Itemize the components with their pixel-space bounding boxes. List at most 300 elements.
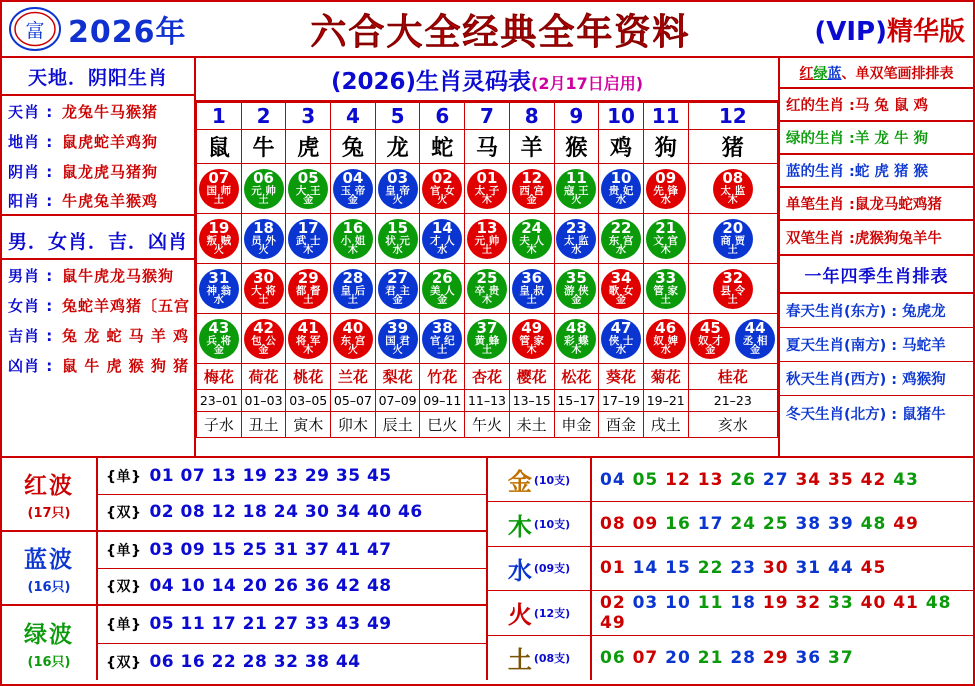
- ball-element: 木: [303, 245, 314, 257]
- time-range: 05–07: [331, 390, 376, 412]
- element-label: 土: [507, 646, 532, 675]
- zodiac-name: 马: [465, 130, 510, 164]
- ball-number: 43: [208, 318, 230, 337]
- list-item: [780, 188, 973, 221]
- ball-number: 32: [722, 268, 744, 287]
- element-number: 26: [730, 469, 763, 490]
- ball-number: 31: [208, 268, 230, 287]
- row-label: 阴肖 :: [8, 162, 54, 181]
- flower-name: 菊花: [643, 364, 688, 390]
- element-number: 10: [665, 592, 698, 613]
- ball-number: 29: [297, 268, 319, 287]
- element-number: 49: [893, 514, 919, 535]
- ball-element: 金: [437, 295, 448, 307]
- ball-title: 小 姐: [340, 234, 366, 247]
- table-title-main: (2026)生肖灵码表: [330, 69, 531, 95]
- ball-number: 06: [253, 168, 274, 187]
- ball-number: 20: [722, 218, 744, 237]
- flower-name: 桂花: [688, 364, 777, 390]
- wave-label: 红波: [24, 473, 74, 499]
- column-index: 3: [286, 103, 331, 130]
- number-ball: [556, 219, 596, 259]
- ball-number: 11: [565, 168, 587, 187]
- zodiac-name: 狗: [643, 130, 688, 164]
- wave-numbers: 05 11 17 21 27 33 43 49: [149, 614, 392, 635]
- ball-number: 27: [387, 268, 409, 287]
- code-grid: [196, 102, 778, 438]
- ball-title: 黄 蜂: [474, 334, 500, 347]
- zodiac-name: 兔: [331, 130, 376, 164]
- heading-rest: 、单双笔画排排表: [841, 66, 954, 82]
- code-cell: [643, 314, 688, 364]
- code-cell: [241, 164, 286, 214]
- element-number: 06: [600, 647, 633, 668]
- ball-number: 04: [342, 168, 364, 187]
- vip-suffix: 精华版: [886, 16, 965, 47]
- ball-title: 寇 王: [564, 184, 589, 197]
- row-label: 蓝的生肖 :: [786, 164, 855, 180]
- wave-name: [2, 458, 98, 530]
- code-cell: [331, 164, 376, 214]
- element-name: [488, 502, 592, 545]
- row-value: 虎猴狗兔羊牛: [854, 231, 942, 247]
- element-table: [488, 458, 973, 680]
- ball-element: 土: [347, 295, 358, 307]
- number-ball: [288, 269, 328, 309]
- ball-title: 先 锋: [653, 184, 679, 197]
- time-range: 21–23: [688, 390, 777, 412]
- number-ball: [556, 269, 596, 309]
- right-column: [780, 58, 973, 456]
- number-ball: [199, 269, 239, 309]
- code-cell: [599, 314, 644, 364]
- wave-count: (16只): [27, 580, 71, 595]
- element-number: 40: [860, 592, 894, 613]
- ball-title: 官 纪: [429, 334, 455, 347]
- code-cell: [599, 214, 644, 264]
- left-column: [2, 58, 196, 456]
- parity-tag: {单}: [106, 617, 142, 634]
- ball-title: 美 人: [429, 284, 455, 297]
- ball-element: 水: [616, 245, 627, 257]
- ball-title: 太 监: [720, 184, 746, 197]
- ball-number: 08: [722, 168, 744, 187]
- parity-tag: {双}: [106, 579, 142, 596]
- row-value: 鼠龙虎马猪狗: [62, 162, 159, 181]
- ball-number: 42: [253, 318, 274, 337]
- right-heading-2: 一年四季生肖排表: [780, 254, 973, 294]
- code-cell: [420, 264, 465, 314]
- number-ball: [333, 319, 373, 359]
- ball-number: 45: [699, 318, 721, 337]
- ball-title: 管 家: [519, 334, 544, 347]
- number-ball: [713, 219, 753, 259]
- time-range: 01–03: [241, 390, 286, 412]
- ball-number: 36: [521, 268, 543, 287]
- element-number: 25: [762, 514, 796, 535]
- code-cell: [375, 264, 420, 314]
- ball-element: 水: [616, 345, 627, 357]
- element-number: 39: [828, 514, 861, 535]
- wave-count: (17只): [27, 506, 71, 521]
- ball-number: 15: [387, 218, 409, 237]
- element-number: 11: [697, 592, 731, 613]
- ball-title: 兵 将: [206, 334, 232, 347]
- number-ball: [422, 319, 462, 359]
- ball-number: 41: [297, 318, 319, 337]
- wave-table: [2, 458, 488, 680]
- bottom-section: [2, 458, 973, 680]
- list-item: 春天生肖(东方) : 兔虎龙: [780, 294, 973, 328]
- wave-lines: [98, 606, 486, 680]
- number-ball: [199, 219, 239, 259]
- wave-lines: [98, 458, 486, 530]
- ball-title: 彩 蝶: [564, 334, 589, 347]
- flower-name: 葵花: [599, 364, 644, 390]
- element-number: 09: [632, 514, 666, 535]
- ball-number: 21: [655, 218, 677, 237]
- code-cell: [643, 164, 688, 214]
- ball-number: 01: [476, 168, 498, 187]
- flower-name: 桃花: [286, 364, 331, 390]
- row-value: 鼠 牛 虎 猴 狗 猪: [62, 356, 190, 375]
- code-cell: [599, 264, 644, 314]
- code-cell: [465, 314, 510, 364]
- ball-number: 25: [476, 268, 498, 287]
- number-ball: [601, 219, 641, 259]
- wave-numbers: 02 08 12 18 24 30 34 40 46: [149, 502, 423, 523]
- number-ball: [333, 169, 373, 209]
- row-label: 天肖 :: [8, 102, 54, 121]
- element-row: [488, 502, 973, 546]
- ball-number: 48: [565, 318, 587, 337]
- ball-element: 水: [616, 195, 627, 207]
- code-cell: [554, 214, 599, 264]
- branch-name: 丑土: [241, 412, 286, 438]
- ball-element: 金: [258, 345, 269, 357]
- ball-number: 22: [610, 218, 632, 237]
- ball-title: 才 人: [429, 234, 455, 247]
- element-number: 34: [795, 469, 829, 490]
- vip-badge: [814, 11, 973, 48]
- element-numbers: [592, 514, 973, 534]
- column-index: 6: [420, 103, 465, 130]
- number-ball: [422, 169, 462, 209]
- row-value: 牛虎兔羊猴鸡: [62, 191, 159, 210]
- ball-title: 歌 女: [608, 284, 634, 297]
- ball-number: 49: [521, 318, 543, 337]
- number-ball: [467, 319, 507, 359]
- ball-title: 卒 贵: [474, 284, 500, 297]
- branch-name: 卯木: [331, 412, 376, 438]
- ball-title: 游 侠: [564, 284, 589, 297]
- ball-element: 水: [392, 245, 403, 257]
- list-item: 秋天生肖(西方) : 鸡猴狗: [780, 362, 973, 396]
- ball-number: 34: [610, 268, 632, 287]
- ball-title: 太 监: [564, 234, 589, 247]
- ball-element: 土: [258, 195, 269, 207]
- list-item: [780, 122, 973, 155]
- ball-element: 火: [571, 195, 582, 207]
- wave-number-line: [98, 495, 486, 531]
- code-cell: [286, 164, 331, 214]
- vip-text: (VIP): [814, 16, 887, 47]
- list-item: [2, 96, 194, 126]
- wave-row: [2, 606, 486, 680]
- number-ball: [199, 169, 239, 209]
- table-row: [197, 214, 778, 264]
- ball-element: 金: [347, 195, 358, 207]
- code-cell: [286, 314, 331, 364]
- zodiac-code-table: [196, 58, 780, 456]
- crest-icon: [2, 6, 68, 52]
- branch-name: 午火: [465, 412, 510, 438]
- element-number: 30: [762, 558, 796, 579]
- ball-title: 侠 士: [608, 334, 634, 347]
- number-ball: [646, 169, 686, 209]
- ball-title: 皇 叔: [519, 284, 544, 297]
- branch-row: [197, 412, 778, 438]
- element-number: 07: [632, 647, 666, 668]
- ball-title: 元 帅: [251, 184, 276, 197]
- number-ball: [713, 169, 753, 209]
- number-ball: [288, 319, 328, 359]
- row-label: 男肖 :: [8, 266, 54, 285]
- ball-element: 火: [392, 345, 403, 357]
- ball-element: 金: [616, 295, 627, 307]
- code-cell: [420, 214, 465, 264]
- element-number: 18: [730, 592, 763, 613]
- element-number: 02: [600, 592, 633, 613]
- time-range: 07–09: [375, 390, 420, 412]
- list-item: [2, 260, 194, 290]
- ball-element: 金: [303, 195, 314, 207]
- element-row: [488, 591, 973, 635]
- ball-title: 国 君: [385, 334, 410, 347]
- ball-element: 火: [347, 345, 358, 357]
- list-item: [2, 156, 194, 186]
- ball-element: 火: [437, 195, 448, 207]
- ball-element: 木: [303, 345, 314, 357]
- flower-name: 荷花: [241, 364, 286, 390]
- row-value: 鼠牛虎龙马猴狗: [62, 266, 175, 285]
- ball-title: 官 女: [429, 184, 455, 197]
- number-ball: [244, 319, 284, 359]
- code-cell: [643, 214, 688, 264]
- wave-numbers: 06 16 22 28 32 38 44: [149, 651, 361, 672]
- element-label: 火: [507, 601, 532, 630]
- row-value: 蛇 虎 猪 猴: [854, 164, 929, 180]
- number-ball: [378, 319, 418, 359]
- ball-title: 皇 后: [340, 284, 366, 297]
- svg-text:富: 富: [25, 20, 45, 42]
- column-index: 1: [197, 103, 242, 130]
- element-number: 43: [893, 469, 919, 490]
- ball-element: 土: [727, 295, 738, 307]
- element-number: 13: [697, 469, 731, 490]
- element-count: (09支): [533, 562, 571, 576]
- ball-element: 火: [258, 245, 269, 257]
- list-item: [780, 89, 973, 122]
- wave-number-line: [98, 606, 486, 644]
- ball-element: 木: [481, 295, 492, 307]
- code-cell: [465, 164, 510, 214]
- ball-element: 金: [705, 345, 716, 357]
- row-value: 兔 龙 蛇 马 羊 鸡: [62, 326, 190, 345]
- element-number: 12: [665, 469, 698, 490]
- ball-element: 土: [303, 295, 314, 307]
- ball-element: 土: [213, 195, 224, 207]
- ball-title: 君 主: [385, 284, 410, 297]
- row-label: 凶肖 :: [8, 356, 54, 375]
- number-ball: [378, 269, 418, 309]
- code-cell: [509, 264, 554, 314]
- ball-title: 员 外: [251, 234, 276, 247]
- flower-name: 樱花: [509, 364, 554, 390]
- table-title: [196, 58, 778, 102]
- element-number: 45: [860, 558, 887, 579]
- ball-title: 将 军: [295, 334, 321, 347]
- ball-number: 46: [655, 318, 677, 337]
- ball-element: 木: [727, 195, 738, 207]
- ball-title: 商 贾: [720, 234, 746, 247]
- ball-number: 02: [431, 168, 453, 187]
- element-number: 21: [697, 647, 731, 668]
- wave-numbers: 01 07 13 19 23 29 35 45: [149, 465, 392, 486]
- ball-number: 07: [208, 168, 230, 187]
- ball-number: 12: [521, 168, 543, 187]
- element-number: 44: [828, 558, 861, 579]
- row-label: 女肖 :: [8, 296, 54, 315]
- heading-blue: 蓝: [827, 66, 842, 82]
- ball-title: 奴 婢: [653, 334, 679, 347]
- code-cell: [688, 214, 777, 264]
- element-numbers: [592, 593, 973, 633]
- number-ball: [467, 169, 507, 209]
- ball-element: 木: [481, 195, 492, 207]
- row-label: 阳肖 :: [8, 191, 54, 210]
- flower-name: 松花: [554, 364, 599, 390]
- zodiac-name: 龙: [375, 130, 420, 164]
- ball-element: 土: [437, 345, 448, 357]
- ball-number: 19: [208, 218, 230, 237]
- code-cell: [241, 314, 286, 364]
- column-index: 8: [509, 103, 554, 130]
- element-number: 32: [795, 592, 829, 613]
- row-value: 马 兔 鼠 鸡: [854, 98, 929, 114]
- zodiac-name: 猴: [554, 130, 599, 164]
- ball-number: 28: [342, 268, 364, 287]
- number-ball: [199, 319, 239, 359]
- heading-green: 绿: [813, 66, 828, 82]
- code-cell: [375, 314, 420, 364]
- row-label: 地肖 :: [8, 132, 54, 151]
- ball-element: 金: [526, 195, 537, 207]
- element-numbers: [592, 558, 973, 578]
- code-cell: [465, 214, 510, 264]
- number-ball: [646, 269, 686, 309]
- element-number: 48: [860, 514, 894, 535]
- element-row: [488, 458, 973, 502]
- code-cell: [599, 164, 644, 214]
- ball-title: 文 官: [653, 234, 679, 247]
- element-count: (10支): [533, 473, 571, 487]
- ball-element: 土: [727, 245, 738, 257]
- ball-title: 东 宫: [608, 234, 634, 247]
- code-cell: [197, 264, 242, 314]
- ball-title: 西 宫: [519, 184, 544, 197]
- time-range: 11–13: [465, 390, 510, 412]
- left-heading-2: 男．女肖．吉．凶肖: [2, 222, 194, 260]
- column-index: 4: [331, 103, 376, 130]
- left-heading-1: 天地．阴阳生肖: [2, 58, 194, 96]
- branch-name: 酉金: [599, 412, 644, 438]
- list-item: [2, 186, 194, 216]
- zodiac-name: 鼠: [197, 130, 242, 164]
- zodiac-name: 羊: [509, 130, 554, 164]
- code-cell: [197, 214, 242, 264]
- ball-title: 元 帅: [474, 234, 500, 247]
- number-ball: [467, 219, 507, 259]
- row-value: 龙兔牛马猴猪: [62, 102, 159, 121]
- number-ball: [512, 219, 552, 259]
- element-number: 22: [697, 558, 731, 579]
- code-cell: [643, 264, 688, 314]
- ball-element: 火: [392, 195, 403, 207]
- ball-title: 大 将: [251, 284, 276, 297]
- ball-title: 玉 帝: [340, 184, 366, 197]
- ball-title: 叛 贼: [206, 234, 232, 247]
- heading-red: 红: [799, 66, 814, 82]
- element-number: 29: [762, 647, 796, 668]
- time-range: 09–11: [420, 390, 465, 412]
- row-label: 双笔生肖 :: [786, 231, 855, 247]
- number-ball: [244, 169, 284, 209]
- branch-name: 未土: [509, 412, 554, 438]
- code-cell: [197, 314, 242, 364]
- element-number: 33: [828, 592, 861, 613]
- element-number: 01: [600, 558, 633, 579]
- table-title-sub: (2月17日启用): [531, 74, 644, 93]
- number-ball: [512, 169, 552, 209]
- zodiac-name: 鸡: [599, 130, 644, 164]
- ball-number: 03: [387, 168, 409, 187]
- element-number: 37: [828, 647, 854, 668]
- ball-number: 23: [565, 218, 587, 237]
- wave-lines: [98, 532, 486, 604]
- element-label: 木: [507, 512, 532, 541]
- ball-title: 太 子: [474, 184, 500, 197]
- branch-name: 辰土: [375, 412, 420, 438]
- code-cell: [688, 314, 777, 364]
- number-ball: [556, 169, 596, 209]
- ball-element: 水: [660, 195, 671, 207]
- element-number: 35: [828, 469, 861, 490]
- number-ball: [601, 169, 641, 209]
- number-ball: [422, 219, 462, 259]
- number-ball: [512, 269, 552, 309]
- number-ball: [713, 269, 753, 309]
- year-label: 2026年: [68, 15, 187, 50]
- ball-number: 47: [610, 318, 632, 337]
- row-value: 兔蛇羊鸡猪〔五宫: [62, 296, 191, 315]
- table-row: [197, 164, 778, 214]
- time-row: [197, 390, 778, 412]
- ball-element: 木: [571, 345, 582, 357]
- element-number: 23: [730, 558, 763, 579]
- wave-name: [2, 532, 98, 604]
- ball-element: 金: [571, 295, 582, 307]
